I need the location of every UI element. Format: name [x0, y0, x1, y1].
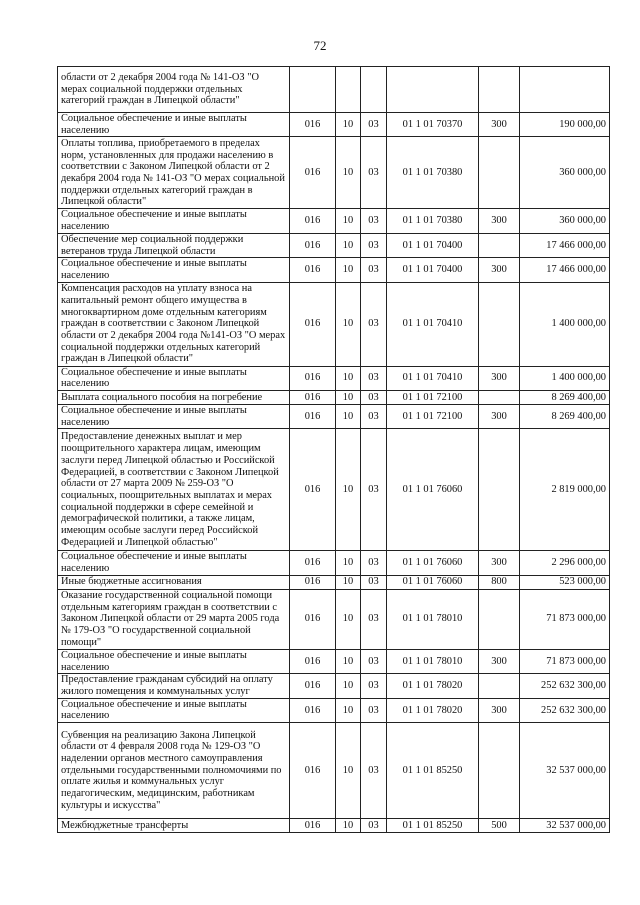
- ministry-code-cell: 016: [290, 698, 336, 722]
- table-row: [58, 589, 610, 649]
- table-row: [58, 209, 610, 233]
- section-cell: 10: [336, 429, 361, 551]
- amount-cell: 1 400 000,00: [520, 282, 610, 366]
- target-article-cell: 01 1 01 78010: [387, 649, 479, 673]
- amount-cell: 190 000,00: [520, 113, 610, 137]
- section-cell: 10: [336, 723, 361, 819]
- expense-name-cell: Иные бюджетные ассигнования: [58, 575, 290, 589]
- section-cell: [336, 67, 361, 113]
- ministry-code-cell: 016: [290, 551, 336, 575]
- section-cell: 10: [336, 391, 361, 405]
- ministry-code-cell: 016: [290, 575, 336, 589]
- amount-cell: 252 632 300,00: [520, 674, 610, 698]
- amount-cell: 17 466 000,00: [520, 233, 610, 257]
- subsection-cell: 03: [361, 589, 387, 649]
- target-article-cell: 01 1 01 78020: [387, 674, 479, 698]
- target-article-cell: 01 1 01 70380: [387, 137, 479, 209]
- subsection-cell: 03: [361, 282, 387, 366]
- expense-name-cell: Предоставление гражданам субсидий на оплату жилого помещения и коммунальных услуг: [58, 674, 290, 698]
- table-row: [58, 551, 610, 575]
- subsection-cell: 03: [361, 674, 387, 698]
- ministry-code-cell: 016: [290, 233, 336, 257]
- section-cell: 10: [336, 551, 361, 575]
- table-row: [58, 366, 610, 390]
- expense-type-cell: 300: [479, 698, 520, 722]
- expense-type-cell: 800: [479, 575, 520, 589]
- expense-type-cell: [479, 429, 520, 551]
- expense-name-cell: Предоставление денежных выплат и мер поощрительного характера лицам, имеющим заслуги перед Липецкой областью и Российской Федерацией, в соответствии с Законом Липецкой области от 27 марта 2009 № 259-ОЗ "О социальных, поощрительных выплатах и мерах социальной поддержки в сфере семейной и демографической политики, а также лицам, имеющим особые заслуги перед Российской Федерацией и Липецкой областью": [58, 429, 290, 551]
- section-cell: 10: [336, 282, 361, 366]
- ministry-code-cell: 016: [290, 723, 336, 819]
- ministry-code-cell: 016: [290, 405, 336, 429]
- table-row: [58, 282, 610, 366]
- expense-name-cell: Обеспечение мер социальной поддержки ветеранов труда Липецкой области: [58, 233, 290, 257]
- ministry-code-cell: 016: [290, 391, 336, 405]
- expense-type-cell: [479, 674, 520, 698]
- target-article-cell: 01 1 01 76060: [387, 429, 479, 551]
- ministry-code-cell: [290, 67, 336, 113]
- section-cell: 10: [336, 233, 361, 257]
- amount-cell: 360 000,00: [520, 209, 610, 233]
- expense-name-cell: Социальное обеспечение и иные выплаты населению: [58, 209, 290, 233]
- subsection-cell: 03: [361, 649, 387, 673]
- expense-name-cell: Субвенция на реализацию Закона Липецкой области от 4 февраля 2008 года № 129-ОЗ "О наделении органов местного самоуправления отдельными государственными полномочиями по оплате жилья и коммунальных услуг педагогическим, медицинским, работникам культуры и искусства": [58, 723, 290, 819]
- amount-cell: 71 873 000,00: [520, 589, 610, 649]
- table-row: [58, 405, 610, 429]
- target-article-cell: [387, 67, 479, 113]
- expense-name-cell: Социальное обеспечение и иные выплаты населению: [58, 405, 290, 429]
- table-row: [58, 391, 610, 405]
- target-article-cell: 01 1 01 70410: [387, 282, 479, 366]
- expense-type-cell: [479, 589, 520, 649]
- subsection-cell: 03: [361, 258, 387, 282]
- target-article-cell: 01 1 01 70410: [387, 366, 479, 390]
- subsection-cell: 03: [361, 575, 387, 589]
- amount-cell: 523 000,00: [520, 575, 610, 589]
- table-row: [58, 575, 610, 589]
- subsection-cell: [361, 67, 387, 113]
- ministry-code-cell: 016: [290, 113, 336, 137]
- subsection-cell: 03: [361, 405, 387, 429]
- expense-type-cell: 300: [479, 258, 520, 282]
- subsection-cell: 03: [361, 209, 387, 233]
- expense-type-cell: 300: [479, 366, 520, 390]
- target-article-cell: 01 1 01 70400: [387, 233, 479, 257]
- budget-table-body: [58, 67, 610, 833]
- expense-type-cell: [479, 391, 520, 405]
- subsection-cell: 03: [361, 723, 387, 819]
- expense-type-cell: 300: [479, 649, 520, 673]
- ministry-code-cell: 016: [290, 137, 336, 209]
- subsection-cell: 03: [361, 137, 387, 209]
- ministry-code-cell: 016: [290, 674, 336, 698]
- table-row: [58, 67, 610, 113]
- amount-cell: 17 466 000,00: [520, 258, 610, 282]
- section-cell: 10: [336, 698, 361, 722]
- subsection-cell: 03: [361, 113, 387, 137]
- amount-cell: 252 632 300,00: [520, 698, 610, 722]
- subsection-cell: 03: [361, 233, 387, 257]
- section-cell: 10: [336, 113, 361, 137]
- section-cell: 10: [336, 674, 361, 698]
- target-article-cell: 01 1 01 85250: [387, 723, 479, 819]
- amount-cell: 2 296 000,00: [520, 551, 610, 575]
- target-article-cell: 01 1 01 70370: [387, 113, 479, 137]
- subsection-cell: 03: [361, 819, 387, 833]
- subsection-cell: 03: [361, 391, 387, 405]
- amount-cell: 1 400 000,00: [520, 366, 610, 390]
- table-row: [58, 137, 610, 209]
- table-row: [58, 258, 610, 282]
- target-article-cell: 01 1 01 85250: [387, 819, 479, 833]
- expense-name-cell: Компенсация расходов на уплату взноса на капитальный ремонт общего имущества в многоквартирном доме отдельным категориям граждан в соответствии с Законом Липецкой области от 2 декабря 2004 года №141-ОЗ "О мерах социальной поддержки отдельных категорий граждан в Липецкой области": [58, 282, 290, 366]
- amount-cell: 8 269 400,00: [520, 405, 610, 429]
- amount-cell: 71 873 000,00: [520, 649, 610, 673]
- expense-type-cell: 300: [479, 209, 520, 233]
- ministry-code-cell: 016: [290, 649, 336, 673]
- subsection-cell: 03: [361, 551, 387, 575]
- table-row: [58, 649, 610, 673]
- section-cell: 10: [336, 405, 361, 429]
- subsection-cell: 03: [361, 698, 387, 722]
- target-article-cell: 01 1 01 70380: [387, 209, 479, 233]
- amount-cell: 360 000,00: [520, 137, 610, 209]
- table-row: [58, 113, 610, 137]
- section-cell: 10: [336, 575, 361, 589]
- expense-type-cell: [479, 233, 520, 257]
- expense-name-cell: области от 2 декабря 2004 года № 141-ОЗ "О мерах социальной поддержки отдельных категорий граждан в Липецкой области": [58, 67, 290, 113]
- ministry-code-cell: 016: [290, 209, 336, 233]
- expense-type-cell: 300: [479, 405, 520, 429]
- section-cell: 10: [336, 366, 361, 390]
- target-article-cell: 01 1 01 70400: [387, 258, 479, 282]
- ministry-code-cell: 016: [290, 282, 336, 366]
- budget-table: [57, 66, 610, 833]
- section-cell: 10: [336, 137, 361, 209]
- expense-name-cell: Социальное обеспечение и иные выплаты населению: [58, 366, 290, 390]
- expense-type-cell: 500: [479, 819, 520, 833]
- section-cell: 10: [336, 649, 361, 673]
- table-row: [58, 723, 610, 819]
- table-row: [58, 429, 610, 551]
- ministry-code-cell: 016: [290, 819, 336, 833]
- target-article-cell: 01 1 01 78020: [387, 698, 479, 722]
- expense-type-cell: [479, 723, 520, 819]
- target-article-cell: 01 1 01 72100: [387, 391, 479, 405]
- table-row: [58, 819, 610, 833]
- ministry-code-cell: 016: [290, 366, 336, 390]
- target-article-cell: 01 1 01 76060: [387, 551, 479, 575]
- amount-cell: 8 269 400,00: [520, 391, 610, 405]
- expense-type-cell: [479, 67, 520, 113]
- target-article-cell: 01 1 01 72100: [387, 405, 479, 429]
- table-row: [58, 698, 610, 722]
- ministry-code-cell: 016: [290, 429, 336, 551]
- page-number: 72: [313, 38, 327, 53]
- expense-name-cell: Выплата социального пособия на погребение: [58, 391, 290, 405]
- expense-name-cell: Социальное обеспечение и иные выплаты населению: [58, 551, 290, 575]
- expense-type-cell: 300: [479, 551, 520, 575]
- amount-cell: [520, 67, 610, 113]
- ministry-code-cell: 016: [290, 258, 336, 282]
- expense-name-cell: Социальное обеспечение и иные выплаты населению: [58, 698, 290, 722]
- section-cell: 10: [336, 209, 361, 233]
- amount-cell: 32 537 000,00: [520, 723, 610, 819]
- expense-name-cell: Оказание государственной социальной помощи отдельным категориям граждан в соответствии с Законом Липецкой области от 29 марта 2005 года № 179-ОЗ "О государственной социальной помощи": [58, 589, 290, 649]
- subsection-cell: 03: [361, 366, 387, 390]
- amount-cell: 32 537 000,00: [520, 819, 610, 833]
- expense-name-cell: Межбюджетные трансферты: [58, 819, 290, 833]
- expense-type-cell: [479, 282, 520, 366]
- expense-type-cell: [479, 137, 520, 209]
- expense-type-cell: 300: [479, 113, 520, 137]
- expense-name-cell: Социальное обеспечение и иные выплаты населению: [58, 113, 290, 137]
- section-cell: 10: [336, 258, 361, 282]
- table-row: [58, 674, 610, 698]
- expense-name-cell: Социальное обеспечение и иные выплаты населению: [58, 649, 290, 673]
- target-article-cell: 01 1 01 78010: [387, 589, 479, 649]
- section-cell: 10: [336, 819, 361, 833]
- section-cell: 10: [336, 589, 361, 649]
- amount-cell: 2 819 000,00: [520, 429, 610, 551]
- target-article-cell: 01 1 01 76060: [387, 575, 479, 589]
- table-row: [58, 233, 610, 257]
- ministry-code-cell: 016: [290, 589, 336, 649]
- expense-name-cell: Социальное обеспечение и иные выплаты населению: [58, 258, 290, 282]
- expense-name-cell: Оплаты топлива, приобретаемого в пределах норм, установленных для продажи населению в соответствии с Законом Липецкой области от 2 декабря 2004 года № 141-ОЗ "О мерах социальной поддержки отдельных категорий граждан в Липецкой области": [58, 137, 290, 209]
- subsection-cell: 03: [361, 429, 387, 551]
